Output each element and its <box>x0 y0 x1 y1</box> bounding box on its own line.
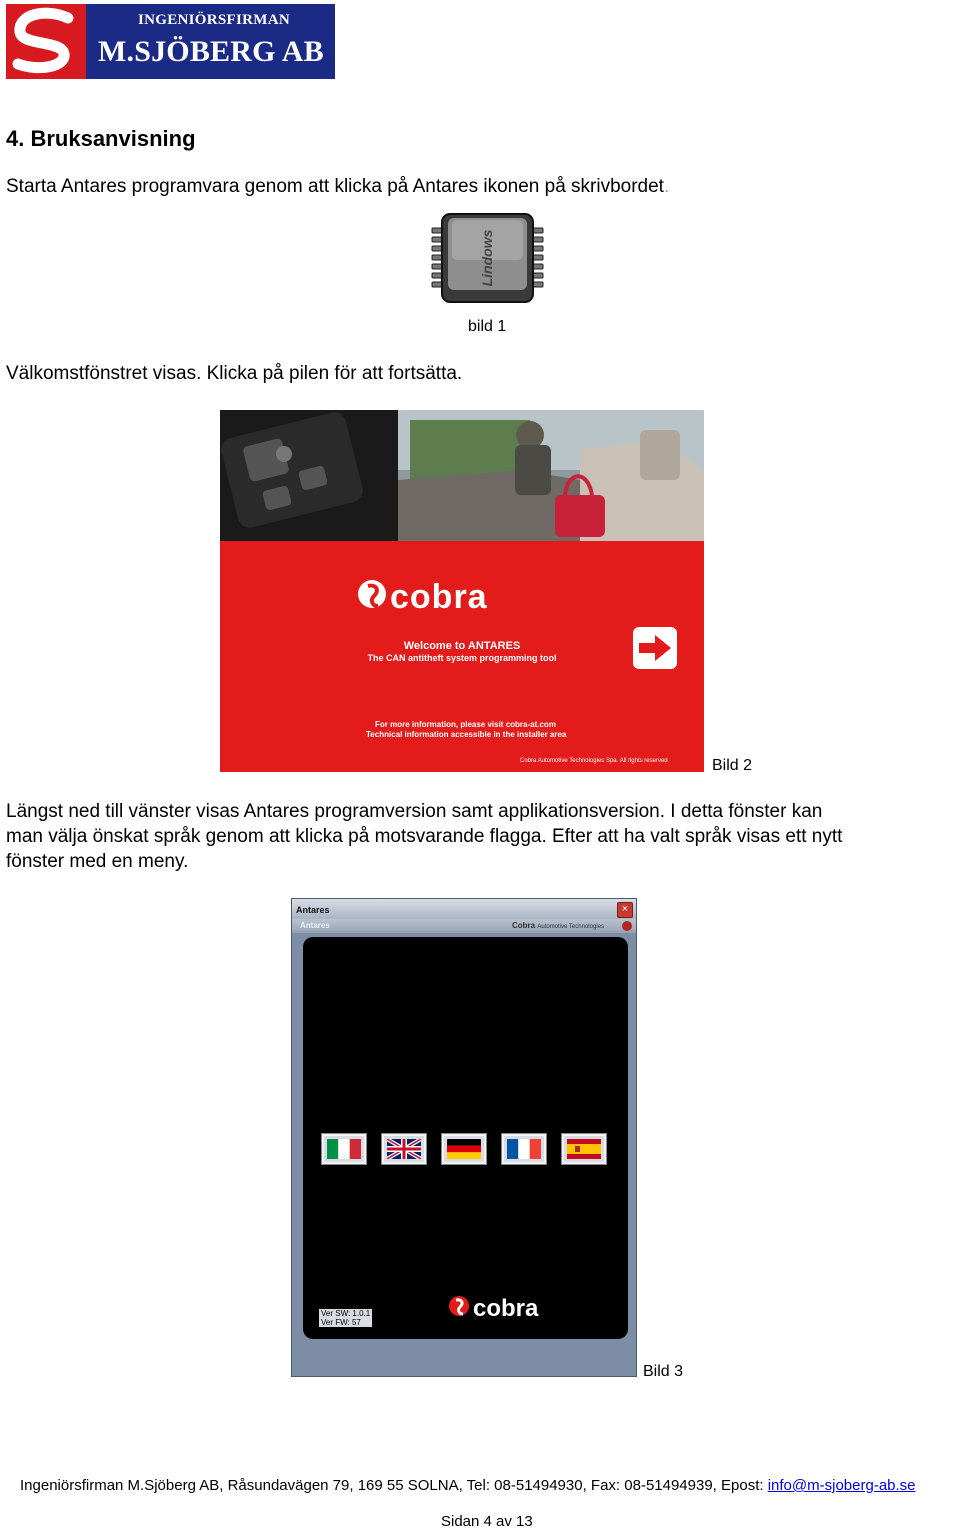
language-panel <box>303 937 628 1339</box>
cobra-logo-small <box>449 1293 579 1326</box>
brand-name: Cobra <box>512 921 536 930</box>
window-title: Antares <box>296 905 330 915</box>
france-flag-icon <box>507 1139 541 1159</box>
version-info <box>319 1309 372 1327</box>
flag-germany-button[interactable] <box>442 1134 486 1164</box>
close-button[interactable]: × <box>617 902 633 918</box>
germany-flag-icon <box>447 1139 481 1159</box>
page-footer <box>20 1477 916 1494</box>
welcome-photo-banner <box>220 410 704 541</box>
tech-info-text: Technical information accessible in the installer area <box>366 730 567 739</box>
brand-subtitle: Automotive Technologies <box>537 924 604 930</box>
uk-flag-icon <box>387 1139 421 1159</box>
welcome-screenshot <box>220 410 704 772</box>
paragraph-welcome: Välkomstfönstret visas. Klicka på pilen för att fortsätta. <box>6 363 463 384</box>
flag-uk-button[interactable] <box>382 1134 426 1164</box>
cobra-logo <box>358 576 558 621</box>
italy-flag-icon <box>327 1139 361 1159</box>
flag-italy-button[interactable] <box>322 1134 366 1164</box>
antares-tab[interactable]: Antares <box>300 921 330 930</box>
copyright-text: Cobra Automotive Technologies Spa. All rights reserved <box>520 758 668 764</box>
logo-s-mark <box>6 4 86 79</box>
paragraph-language-line2: man välja önskat språk genom att klicka på motsvarande flagga. Efter att ha valt språk visas ett nytt <box>6 826 843 847</box>
company-logo <box>6 4 335 79</box>
paragraph-start <box>6 174 669 199</box>
footer-email-link[interactable]: info@m-sjoberg-ab.se <box>767 1477 916 1494</box>
more-info-text: For more information, please visit cobra-at.com <box>375 720 556 729</box>
flag-france-button[interactable] <box>502 1134 546 1164</box>
window-titlebar <box>292 899 636 919</box>
paragraph-start-text: Starta Antares programvara genom att klicka på Antares ikonen på skrivbordet <box>6 176 664 197</box>
caption-bild1: bild 1 <box>468 318 507 335</box>
logo-line1: INGENIÖRSFIRMAN <box>138 12 291 28</box>
welcome-subtitle: The CAN antitheft system programming tool <box>367 653 557 663</box>
logo-band <box>86 4 335 79</box>
paragraph-language-line3: fönster med en meny. <box>6 851 189 872</box>
version-sw: Ver SW: 1.0.1 <box>321 1309 371 1318</box>
paragraph-language-line1: Längst ned till vänster visas Antares programversion samt applikationsversion. I detta fönster kan <box>6 801 823 822</box>
logo-line2: M.SJÖBERG AB <box>98 35 324 68</box>
version-fw: Ver FW: 57 <box>319 1318 372 1327</box>
caption-bild2: Bild 2 <box>712 757 753 774</box>
spain-flag-icon <box>567 1139 601 1159</box>
next-arrow-button[interactable] <box>633 627 677 669</box>
window-header-bar <box>292 919 636 933</box>
flag-spain-button[interactable] <box>562 1134 606 1164</box>
cobra-logo-text: cobra <box>390 578 488 616</box>
arrow-right-icon <box>633 627 677 669</box>
page-number: Sidan 4 av 13 <box>441 1513 533 1530</box>
antares-chip-icon[interactable] <box>430 208 545 306</box>
welcome-title: Welcome to ANTARES <box>403 640 521 652</box>
paragraph-language <box>6 799 842 874</box>
language-window-screenshot <box>291 898 637 1377</box>
cobra-logo-small-text: cobra <box>473 1295 539 1321</box>
brand-label <box>512 921 604 930</box>
caption-bild3: Bild 3 <box>643 1363 684 1380</box>
footer-address: Ingeniörsfirman M.Sjöberg AB, Råsundavägen 79, 169 55 SOLNA, Tel: 08-51494930, Fax: 08-51494939, Epost: <box>20 1477 768 1494</box>
paragraph-start-dot: . <box>663 176 670 197</box>
chip-label: Lindows <box>479 229 495 287</box>
status-dot-icon <box>622 921 632 931</box>
section-heading: 4. Bruksanvisning <box>6 126 196 151</box>
